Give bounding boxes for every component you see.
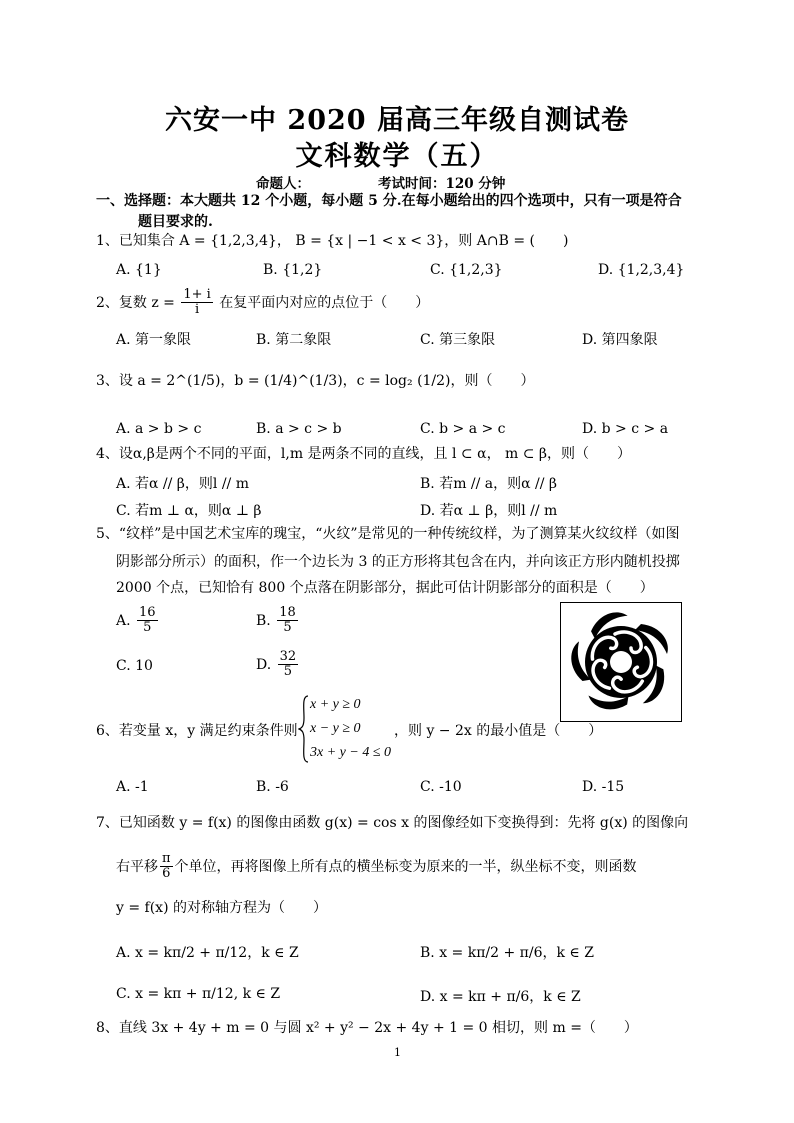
- option-d-numerator: 32: [279, 649, 297, 664]
- option-d-label: D.: [256, 656, 272, 673]
- question-3-option-a: A. a > b > c: [116, 421, 202, 437]
- fire-pattern-graphic: [561, 603, 681, 721]
- question-7-line2: [116, 852, 637, 882]
- question-6-option-d: D. -15: [582, 779, 625, 795]
- question-8-stem: 8、直线 3x + 4y + m = 0 与圆 x² + y² − 2x + 4y + 1 = 0 相切，则 m =（ ）: [96, 1020, 638, 1036]
- constraint-1: x + y ≥ 0: [310, 697, 361, 712]
- question-1-stem: 1、已知集合 A = {1,2,3,4}， B = {x | −1 < x < 3}，则 A∩B = ( ): [96, 233, 569, 249]
- question-1-option-c: C. {1,2,3}: [430, 262, 503, 278]
- question-4-option-d: D. 若α ⊥ β，则l // m: [420, 503, 558, 519]
- question-3-option-b: B. a > c > b: [256, 421, 342, 437]
- constraint-2: x − y ≥ 0: [310, 721, 361, 736]
- question-7-line3: y = f(x) 的对称轴方程为（ ）: [116, 900, 327, 916]
- question-2-numerator: 1+ i: [183, 287, 211, 302]
- question-6-prefix: 6、若变量 x，y 满足约束条件则: [96, 723, 298, 739]
- question-2-option-d: D. 第四象限: [582, 332, 658, 348]
- question-2-fraction: [181, 288, 212, 318]
- question-7-option-d: D. x = kπ + π/6，k ∈ Z: [420, 989, 581, 1005]
- shift-numerator: π: [162, 851, 171, 866]
- option-b-numerator: 18: [279, 605, 296, 620]
- question-7-option-c: C. x = kπ + π/12, k ∈ Z: [116, 986, 281, 1002]
- brace-icon: [298, 694, 310, 764]
- question-5-line1: 5、“纹样”是中国艺术宝库的瑰宝，“火纹”是常见的一种传统纹样，为了测算某火纹纹样（如图: [96, 526, 680, 542]
- question-3-option-c: C. b > a > c: [420, 421, 506, 437]
- question-7-line2-suffix: 个单位，再将图像上所有点的横坐标变为原来的一半，纵坐标不变，则函数: [174, 858, 637, 875]
- author-label: 命题人：: [256, 176, 310, 192]
- question-6-option-c: C. -10: [420, 779, 462, 795]
- question-6-suffix: ，则 y − 2x 的最小值是（ ）: [394, 723, 603, 739]
- question-7-option-a: A. x = kπ/2 + π/12，k ∈ Z: [116, 945, 299, 961]
- question-4-option-a: A. 若α // β，则l // m: [116, 476, 249, 492]
- fire-pattern-center: [610, 651, 632, 673]
- exam-title-line1: 六安一中 2020 届高三年级自测试卷: [165, 105, 629, 136]
- question-5-option-a: [116, 606, 160, 636]
- question-7-line2-prefix: 右平移: [116, 858, 158, 875]
- constraint-3: 3x + y − 4 ≤ 0: [310, 745, 392, 760]
- question-6-option-b: B. -6: [256, 779, 289, 795]
- question-2-option-b: B. 第二象限: [256, 332, 332, 348]
- exam-title-line2: 文科数学（五）: [295, 141, 499, 172]
- section-heading: 一、选择题：本大题共 12 个小题，每小题 5 分.在每小题给出的四个选项中，只有一项是符合: [96, 193, 682, 209]
- question-2-option-a: A. 第一象限: [116, 332, 192, 348]
- question-3-option-d: D. b > c > a: [582, 421, 669, 437]
- shift-denominator: 6: [162, 866, 171, 882]
- option-a-label: A.: [116, 612, 131, 629]
- fire-pattern-figure: [560, 602, 682, 722]
- option-b-label: B.: [256, 612, 271, 629]
- question-2-suffix: 在复平面内对应的点位于（ ）: [219, 294, 430, 311]
- question-1-option-b: B. {1,2}: [263, 262, 323, 278]
- question-5-option-d: [256, 650, 300, 680]
- section-heading-cont: 题目要求的.: [138, 214, 213, 230]
- question-6-option-a: A. -1: [116, 779, 149, 795]
- question-5-option-b: [256, 606, 300, 636]
- option-a-numerator: 16: [139, 605, 156, 620]
- question-1-option-d: D. {1,2,3,4}: [598, 262, 685, 278]
- question-2-stem: [96, 288, 429, 318]
- option-b-denominator: 5: [283, 620, 292, 636]
- question-1-option-a: A. {1}: [116, 262, 162, 278]
- question-3-stem: 3、设 a = 2^(1/5)，b = (1/4)^(1/3)，c = log₂ (1/2)，则（ ）: [96, 373, 535, 389]
- question-5-line3: 2000 个点，已知恰有 800 个点落在阴影部分，据此可估计阴影部分的面积是（ ）: [116, 580, 654, 596]
- question-5-option-c: C. 10: [116, 658, 153, 674]
- question-2-option-c: C. 第三象限: [420, 332, 496, 348]
- question-7-line1: 7、已知函数 y = f(x) 的图像由函数 g(x) = cos x 的图像经如下变换得到：先将 g(x) 的图像向: [96, 815, 689, 831]
- question-5-line2: 阴影部分所示）的面积，作一个边长为 3 的正方形将其包含在内，并向该正方形内随机投掷: [116, 554, 680, 570]
- option-a-denominator: 5: [143, 620, 152, 636]
- page-number: 1: [394, 1046, 401, 1059]
- question-2-denominator: i: [195, 302, 200, 318]
- question-7-option-b: B. x = kπ/2 + π/6，k ∈ Z: [420, 945, 594, 961]
- question-4-option-c: C. 若m ⊥ α，则α ⊥ β: [116, 503, 262, 519]
- question-4-option-b: B. 若m // a，则α // β: [420, 476, 558, 492]
- exam-time: 考试时间：120 分钟: [378, 176, 506, 192]
- question-4-stem: 4、设α,β是两个不同的平面，l,m 是两条不同的直线，且 l ⊂ α， m ⊂ β，则（ ）: [96, 446, 632, 462]
- question-2-prefix: 2、复数 z =: [96, 294, 175, 311]
- option-d-denominator: 5: [283, 664, 293, 680]
